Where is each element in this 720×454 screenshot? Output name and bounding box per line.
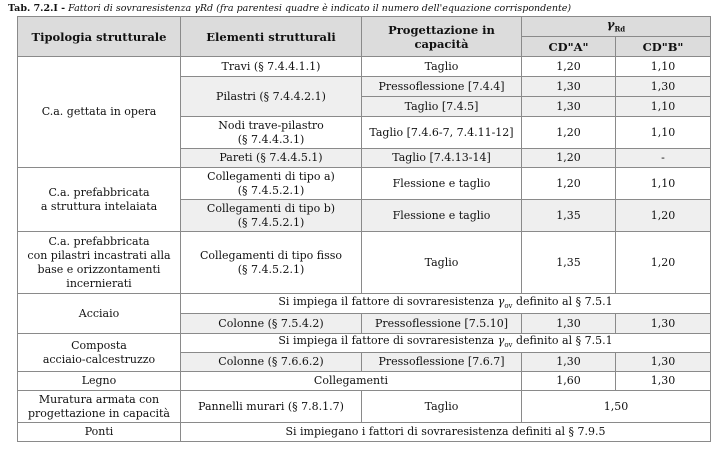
composta-note — [181, 334, 711, 353]
header-gamma-rd — [522, 17, 711, 37]
gamma-ov-subscript: ov — [504, 341, 513, 350]
gamma-ov-symbol: γ — [497, 294, 505, 308]
element-travi: Travi (§ 7.4.4.1.1) — [181, 57, 362, 77]
table-caption — [8, 3, 571, 15]
header-progettazione: Progettazione in capacità — [362, 17, 522, 57]
value-muratura: 1,50 — [522, 391, 711, 423]
header-tipologia: Tipologia strutturale — [18, 17, 181, 57]
design-travi: Taglio — [362, 57, 522, 77]
acciaio-note-post: definito al § 7.5.1 — [512, 294, 613, 308]
gamma-symbol: γ — [606, 17, 615, 31]
header-elementi: Elementi strutturali — [181, 17, 362, 57]
value-pareti-a: 1,20 — [522, 149, 616, 168]
value-composta-colonne-b: 1,30 — [616, 353, 711, 372]
typology-acciaio: Acciaio — [18, 294, 181, 334]
value-nodi-a: 1,20 — [522, 117, 616, 149]
element-collegamenti-fisso: Collegamenti di tipo fisso (§ 7.4.5.2.1) — [181, 232, 362, 294]
typology-muratura-armata: Muratura armata con progettazione in capacità — [18, 391, 181, 423]
typology-ca-gettata: C.a. gettata in opera — [18, 57, 181, 168]
value-collegamenti-b-b: 1,20 — [616, 200, 711, 232]
design-collegamenti-a: Flessione e taglio — [362, 168, 522, 200]
element-legno-collegamenti: Collegamenti — [181, 372, 522, 391]
element-collegamenti-b: Collegamenti di tipo b) (§ 7.4.5.2.1) — [181, 200, 362, 232]
value-acciaio-colonne-a: 1,30 — [522, 314, 616, 334]
typology-prefab-intelaiata: C.a. prefabbricata a struttura intelaiata — [18, 168, 181, 232]
design-acciaio-colonne: Pressoflessione [7.5.10] — [362, 314, 522, 334]
element-pannelli-murari: Pannelli murari (§ 7.8.1.7) — [181, 391, 362, 423]
header-cd-b: CD"B" — [616, 37, 711, 57]
typology-ponti: Ponti — [18, 423, 181, 442]
composta-note-post: definito al § 7.5.1 — [512, 334, 613, 348]
element-acciaio-colonne: Colonne (§ 7.5.4.2) — [181, 314, 362, 334]
header-cd-a: CD"A" — [522, 37, 616, 57]
value-collegamenti-fisso-b: 1,20 — [616, 232, 711, 294]
value-collegamenti-fisso-a: 1,35 — [522, 232, 616, 294]
element-nodi: Nodi trave-pilastro (§ 7.4.4.3.1) — [181, 117, 362, 149]
design-muratura: Taglio — [362, 391, 522, 423]
acciaio-note — [181, 294, 711, 314]
value-travi-b: 1,10 — [616, 57, 711, 77]
value-pilastri-1-a: 1,30 — [522, 77, 616, 97]
value-collegamenti-b-a: 1,35 — [522, 200, 616, 232]
value-travi-a: 1,20 — [522, 57, 616, 77]
element-pilastri: Pilastri (§ 7.4.4.2.1) — [181, 77, 362, 117]
ponti-note: Si impiegano i fattori di sovraresistenza definiti al § 7.9.5 — [181, 423, 711, 442]
value-collegamenti-a-a: 1,20 — [522, 168, 616, 200]
gamma-ov-subscript: ov — [504, 301, 513, 310]
typology-composta: Composta acciaio-calcestruzzo — [18, 334, 181, 372]
caption-label: Tab. 7.2.I - — [8, 3, 66, 14]
value-pilastri-2-a: 1,30 — [522, 97, 616, 117]
typology-prefab-pilastri-incastrati: C.a. prefabbricata con pilastri incastrati alla base e orizzontamenti incernierati — [18, 232, 181, 294]
value-legno-a: 1,60 — [522, 372, 616, 391]
value-legno-b: 1,30 — [616, 372, 711, 391]
value-collegamenti-a-b: 1,10 — [616, 168, 711, 200]
design-collegamenti-b: Flessione e taglio — [362, 200, 522, 232]
acciaio-note-pre: Si impiega il fattore di sovraresistenza — [278, 294, 498, 308]
gamma-ov-symbol: γ — [497, 334, 505, 348]
design-pilastri-taglio: Taglio [7.4.5] — [362, 97, 522, 117]
composta-note-pre: Si impiega il fattore di sovraresistenza — [278, 334, 498, 348]
value-pilastri-1-b: 1,30 — [616, 77, 711, 97]
design-pilastri-pressoflessione: Pressoflessione [7.4.4] — [362, 77, 522, 97]
value-acciaio-colonne-b: 1,30 — [616, 314, 711, 334]
design-pareti: Taglio [7.4.13-14] — [362, 149, 522, 168]
value-composta-colonne-a: 1,30 — [522, 353, 616, 372]
element-composta-colonne: Colonne (§ 7.6.6.2) — [181, 353, 362, 372]
gamma-subscript: Rd — [614, 24, 626, 34]
design-collegamenti-fisso: Taglio — [362, 232, 522, 294]
value-pilastri-2-b: 1,10 — [616, 97, 711, 117]
element-collegamenti-a: Collegamenti di tipo a) (§ 7.4.5.2.1) — [181, 168, 362, 200]
design-composta-colonne: Pressoflessione [7.6.7] — [362, 353, 522, 372]
typology-legno: Legno — [18, 372, 181, 391]
value-nodi-b: 1,10 — [616, 117, 711, 149]
value-pareti-b: - — [616, 149, 711, 168]
overstrength-factors-table — [17, 16, 711, 442]
design-nodi: Taglio [7.4.6-7, 7.4.11-12] — [362, 117, 522, 149]
caption-text: Fattori di sovraresistenza γRd (fra parentesi quadre è indicato il numero dell'equazione corrispondente) — [65, 3, 572, 14]
element-pareti: Pareti (§ 7.4.4.5.1) — [181, 149, 362, 168]
